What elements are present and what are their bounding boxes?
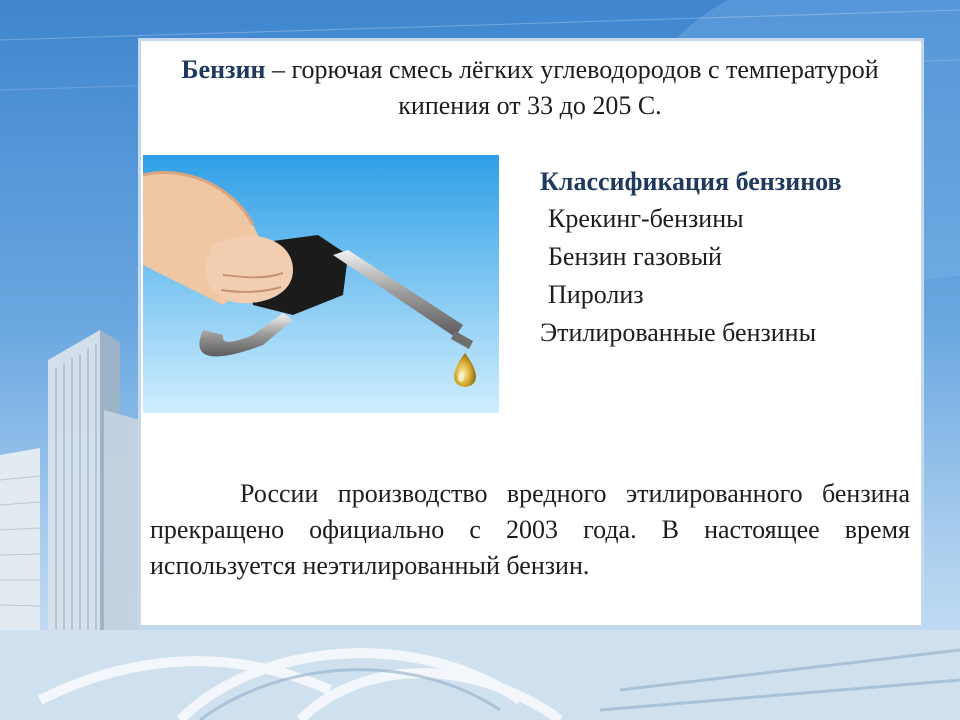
note-paragraph: России производство вредного этилированного бензина прекращено официально с 2003 года. В настоящее время используется неэтилированный бензин. — [150, 479, 910, 580]
definition-text — [150, 52, 910, 124]
list-item: Бензин газовый — [548, 242, 722, 271]
classification-title: Классификация бензинов — [540, 167, 842, 196]
list-item: Крекинг-бензины — [548, 204, 744, 233]
list-item: Пиролиз — [548, 280, 644, 309]
definition-body: – горючая смесь лёгких углеводородов с температурой кипения от 33 до 205 С. — [265, 55, 879, 120]
list-item: Этилированные бензины — [540, 318, 817, 347]
classification-block — [540, 164, 910, 352]
classification-list — [540, 200, 910, 352]
fuel-nozzle-icon — [143, 155, 499, 413]
definition-term: Бензин — [181, 55, 266, 84]
